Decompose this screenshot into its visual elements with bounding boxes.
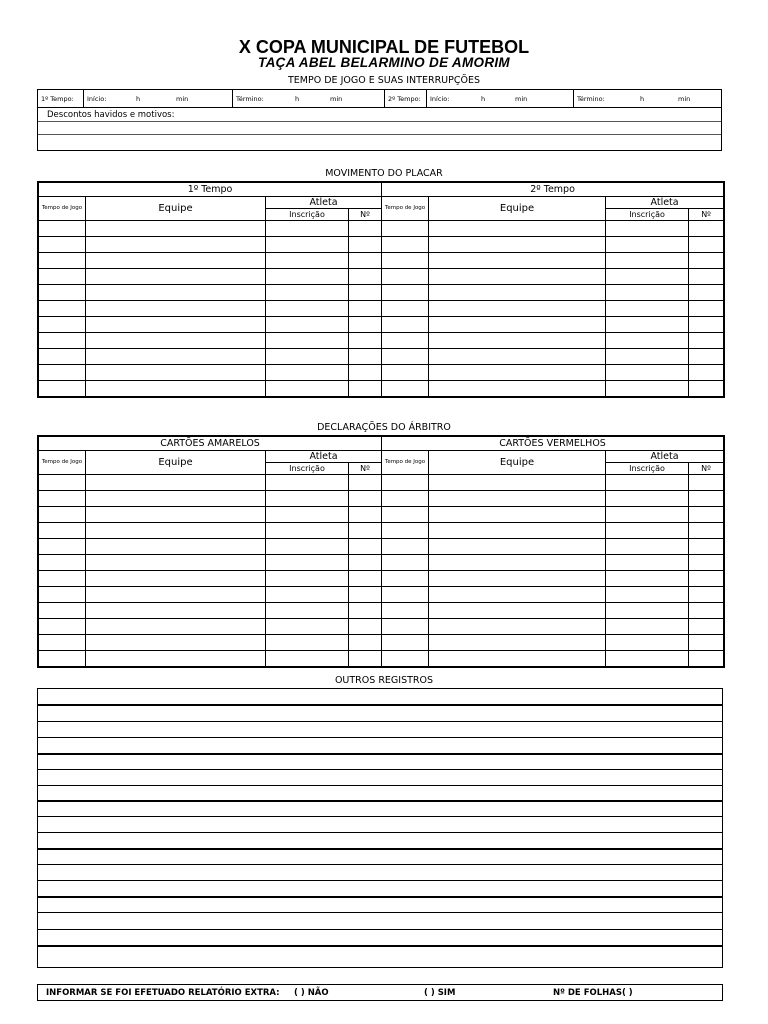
entry-cell[interactable]: [689, 651, 724, 667]
entry-cell[interactable]: [606, 555, 689, 571]
tempo-jogo-box: [37, 89, 722, 151]
table-row: [39, 221, 724, 237]
entry-cell[interactable]: [382, 301, 429, 317]
end-label: Término:: [577, 95, 605, 103]
entry-cell[interactable]: [429, 317, 606, 333]
entry-cell[interactable]: [349, 301, 382, 317]
first-half-end-field[interactable]: [233, 90, 385, 107]
entry-cell[interactable]: [86, 571, 266, 587]
col-equipe: Equipe: [86, 197, 266, 221]
entry-cell[interactable]: [429, 619, 606, 635]
entry-cell[interactable]: [689, 253, 724, 269]
ruled-line[interactable]: [38, 848, 722, 850]
entry-cell[interactable]: [689, 475, 724, 491]
hour-unit: h: [481, 95, 486, 103]
entry-cell[interactable]: [429, 365, 606, 381]
entry-cell[interactable]: [382, 237, 429, 253]
entry-cell[interactable]: [349, 237, 382, 253]
entry-cell[interactable]: [349, 285, 382, 301]
table-row: [39, 349, 724, 365]
first-half-label: 1º Tempo:: [38, 90, 84, 107]
entry-cell[interactable]: [266, 651, 349, 667]
entry-cell[interactable]: [382, 365, 429, 381]
entry-cell[interactable]: [86, 619, 266, 635]
col-equipe: Equipe: [429, 451, 606, 475]
entry-cell[interactable]: [382, 635, 429, 651]
table-row: [39, 237, 724, 253]
minute-unit: min: [515, 95, 528, 103]
entry-cell[interactable]: [266, 475, 349, 491]
footer-bar: [37, 984, 723, 1001]
entry-cell[interactable]: [39, 317, 86, 333]
entry-cell[interactable]: [429, 603, 606, 619]
entry-cell[interactable]: [39, 221, 86, 237]
entry-cell[interactable]: [349, 253, 382, 269]
ruled-line[interactable]: [38, 864, 722, 865]
entry-cell[interactable]: [86, 237, 266, 253]
entry-cell[interactable]: [689, 603, 724, 619]
arbitro-heading: DECLARAÇÕES DO ÁRBITRO: [317, 422, 451, 433]
table-row: [39, 587, 724, 603]
entry-cell[interactable]: [689, 269, 724, 285]
entry-cell[interactable]: [429, 269, 606, 285]
entry-cell[interactable]: [266, 237, 349, 253]
entry-cell[interactable]: [266, 317, 349, 333]
outros-heading: OUTROS REGISTROS: [334, 675, 434, 686]
entry-cell[interactable]: [382, 539, 429, 555]
table-row: [39, 635, 724, 651]
second-half-title: 2º Tempo: [382, 183, 724, 197]
entry-cell[interactable]: [429, 333, 606, 349]
entry-cell[interactable]: [349, 269, 382, 285]
relatorio-extra-label: INFORMAR SE FOI EFETUADO RELATÓRIO EXTRA:: [46, 988, 280, 998]
col-tempo-de-jogo: Tempo de Jogo: [382, 451, 429, 475]
entry-cell[interactable]: [606, 587, 689, 603]
entry-cell[interactable]: [349, 555, 382, 571]
entry-cell[interactable]: [429, 555, 606, 571]
form-subtitle: TAÇA ABEL BELARMINO DE AMORIM: [258, 55, 510, 70]
entry-cell[interactable]: [689, 221, 724, 237]
outros-registros-box: [37, 688, 723, 968]
ruled-line[interactable]: [38, 945, 722, 947]
entry-cell[interactable]: [382, 603, 429, 619]
entry-cell[interactable]: [689, 365, 724, 381]
entry-cell[interactable]: [39, 635, 86, 651]
first-half-start-field[interactable]: [84, 90, 233, 107]
entry-cell[interactable]: [39, 237, 86, 253]
descontos-label: Descontos havidos e motivos:: [47, 110, 175, 120]
entry-cell[interactable]: [429, 301, 606, 317]
entry-cell[interactable]: [86, 269, 266, 285]
entry-cell[interactable]: [382, 349, 429, 365]
table-row: [39, 269, 724, 285]
entry-cell[interactable]: [349, 333, 382, 349]
entry-cell[interactable]: [429, 237, 606, 253]
entry-cell[interactable]: [606, 523, 689, 539]
entry-cell[interactable]: [689, 491, 724, 507]
entry-cell[interactable]: [689, 555, 724, 571]
col-tempo-de-jogo: Tempo de Jogo: [39, 451, 86, 475]
hour-unit: h: [640, 95, 645, 103]
table-row: [39, 317, 724, 333]
entry-cell[interactable]: [349, 381, 382, 397]
entry-cell[interactable]: [689, 301, 724, 317]
entry-cell[interactable]: [382, 491, 429, 507]
entry-cell[interactable]: [266, 221, 349, 237]
entry-cell[interactable]: [266, 491, 349, 507]
entry-cell[interactable]: [606, 301, 689, 317]
entry-cell[interactable]: [266, 619, 349, 635]
entry-cell[interactable]: [429, 635, 606, 651]
entry-cell[interactable]: [689, 237, 724, 253]
entry-cell[interactable]: [382, 253, 429, 269]
entry-cell[interactable]: [86, 349, 266, 365]
entry-cell[interactable]: [349, 651, 382, 667]
placar-table: [38, 182, 724, 397]
ruled-line[interactable]: [38, 800, 722, 802]
yellow-cards-title: CARTÕES AMARELOS: [39, 437, 382, 451]
entry-cell[interactable]: [382, 475, 429, 491]
entry-cell[interactable]: [266, 349, 349, 365]
col-atleta: Atleta: [266, 451, 382, 463]
col-inscricao: Inscrição: [606, 209, 689, 221]
entry-cell[interactable]: [39, 349, 86, 365]
entry-cell[interactable]: [266, 571, 349, 587]
entry-cell[interactable]: [349, 619, 382, 635]
entry-cell[interactable]: [86, 333, 266, 349]
entry-cell[interactable]: [39, 539, 86, 555]
entry-cell[interactable]: [39, 285, 86, 301]
table-row: [39, 285, 724, 301]
entry-cell[interactable]: [39, 587, 86, 603]
entry-cell[interactable]: [382, 333, 429, 349]
entry-cell[interactable]: [39, 365, 86, 381]
entry-cell[interactable]: [429, 475, 606, 491]
entry-cell[interactable]: [429, 285, 606, 301]
ruled-line[interactable]: [38, 912, 722, 913]
col-numero: Nº: [689, 209, 724, 221]
entry-cell[interactable]: [86, 317, 266, 333]
entry-cell[interactable]: [606, 349, 689, 365]
col-numero: Nº: [689, 463, 724, 475]
entry-cell[interactable]: [689, 539, 724, 555]
entry-cell[interactable]: [382, 523, 429, 539]
ruled-line[interactable]: [38, 896, 722, 898]
form-title: X COPA MUNICIPAL DE FUTEBOL: [238, 37, 530, 57]
entry-cell[interactable]: [39, 651, 86, 667]
entry-cell[interactable]: [429, 221, 606, 237]
entry-cell[interactable]: [349, 587, 382, 603]
entry-cell[interactable]: [689, 285, 724, 301]
entry-cell[interactable]: [266, 539, 349, 555]
option-nao[interactable]: ( ) NÃO: [294, 988, 329, 998]
col-equipe: Equipe: [86, 451, 266, 475]
second-half-start-field[interactable]: [427, 90, 574, 107]
entry-cell[interactable]: [86, 253, 266, 269]
entry-cell[interactable]: [39, 333, 86, 349]
entry-cell[interactable]: [266, 555, 349, 571]
entry-cell[interactable]: [86, 381, 266, 397]
entry-cell[interactable]: [39, 523, 86, 539]
table-row: [39, 365, 724, 381]
table-row: [39, 253, 724, 269]
entry-cell[interactable]: [606, 237, 689, 253]
ruled-line[interactable]: [38, 880, 722, 881]
tempo-jogo-heading: TEMPO DE JOGO E SUAS INTERRUPÇÕES: [288, 75, 480, 86]
entry-cell[interactable]: [39, 555, 86, 571]
entry-cell[interactable]: [349, 475, 382, 491]
entry-cell[interactable]: [606, 571, 689, 587]
entry-cell[interactable]: [606, 507, 689, 523]
first-half-title: 1º Tempo: [39, 183, 382, 197]
entry-cell[interactable]: [606, 269, 689, 285]
entry-cell[interactable]: [86, 651, 266, 667]
entry-cell[interactable]: [606, 539, 689, 555]
entry-cell[interactable]: [606, 475, 689, 491]
table-row: [39, 475, 724, 491]
table-row: [39, 491, 724, 507]
col-equipe: Equipe: [429, 197, 606, 221]
ruled-line[interactable]: [38, 785, 722, 786]
entry-cell[interactable]: [382, 285, 429, 301]
entry-cell[interactable]: [86, 523, 266, 539]
entry-cell[interactable]: [266, 365, 349, 381]
entry-cell[interactable]: [349, 507, 382, 523]
option-sim[interactable]: ( ) SIM: [424, 988, 456, 998]
entry-cell[interactable]: [349, 349, 382, 365]
entry-cell[interactable]: [382, 507, 429, 523]
col-atleta: Atleta: [606, 451, 724, 463]
entry-cell[interactable]: [349, 317, 382, 333]
col-inscricao: Inscrição: [266, 209, 349, 221]
entry-cell[interactable]: [86, 555, 266, 571]
entry-cell[interactable]: [429, 381, 606, 397]
entry-cell[interactable]: [429, 507, 606, 523]
entry-cell[interactable]: [606, 285, 689, 301]
entry-cell[interactable]: [429, 587, 606, 603]
entry-cell[interactable]: [86, 539, 266, 555]
entry-cell[interactable]: [349, 635, 382, 651]
entry-cell[interactable]: [382, 269, 429, 285]
entry-cell[interactable]: [266, 507, 349, 523]
entry-cell[interactable]: [86, 221, 266, 237]
red-cards-title: CARTÕES VERMELHOS: [382, 437, 724, 451]
entry-cell[interactable]: [266, 253, 349, 269]
table-row: [39, 651, 724, 667]
descontos-line[interactable]: [38, 134, 721, 135]
table-row: [39, 539, 724, 555]
minute-unit: min: [330, 95, 343, 103]
minute-unit: min: [176, 95, 189, 103]
minute-unit: min: [678, 95, 691, 103]
entry-cell[interactable]: [266, 603, 349, 619]
table-row: [39, 381, 724, 397]
table-row: [39, 619, 724, 635]
entry-cell[interactable]: [606, 221, 689, 237]
hour-unit: h: [136, 95, 141, 103]
entry-cell[interactable]: [39, 507, 86, 523]
entry-cell[interactable]: [39, 301, 86, 317]
entry-cell[interactable]: [39, 619, 86, 635]
entry-cell[interactable]: [382, 571, 429, 587]
entry-cell[interactable]: [606, 381, 689, 397]
entry-cell[interactable]: [689, 635, 724, 651]
entry-cell[interactable]: [266, 587, 349, 603]
entry-cell[interactable]: [689, 349, 724, 365]
entry-cell[interactable]: [606, 333, 689, 349]
entry-cell[interactable]: [382, 651, 429, 667]
ruled-line[interactable]: [38, 721, 722, 722]
entry-cell[interactable]: [382, 221, 429, 237]
entry-cell[interactable]: [689, 317, 724, 333]
hour-unit: h: [295, 95, 300, 103]
table-row: [39, 555, 724, 571]
table-row: [39, 333, 724, 349]
entry-cell[interactable]: [266, 381, 349, 397]
second-half-end-field[interactable]: [574, 90, 721, 107]
entry-cell[interactable]: [689, 381, 724, 397]
entry-cell[interactable]: [266, 333, 349, 349]
entry-cell[interactable]: [429, 523, 606, 539]
entry-cell[interactable]: [349, 491, 382, 507]
start-label: Início:: [87, 95, 107, 103]
col-inscricao: Inscrição: [266, 463, 349, 475]
entry-cell[interactable]: [349, 571, 382, 587]
ruled-line[interactable]: [38, 929, 722, 930]
entry-cell[interactable]: [606, 317, 689, 333]
ruled-line[interactable]: [38, 737, 722, 738]
entry-cell[interactable]: [689, 587, 724, 603]
col-atleta: Atleta: [606, 197, 724, 209]
entry-cell[interactable]: [86, 365, 266, 381]
col-atleta: Atleta: [266, 197, 382, 209]
entry-cell[interactable]: [689, 523, 724, 539]
entry-cell[interactable]: [266, 285, 349, 301]
entry-cell[interactable]: [606, 365, 689, 381]
entry-cell[interactable]: [382, 587, 429, 603]
entry-cell[interactable]: [429, 491, 606, 507]
end-label: Término:: [236, 95, 264, 103]
entry-cell[interactable]: [689, 619, 724, 635]
entry-cell[interactable]: [86, 301, 266, 317]
col-numero: Nº: [349, 463, 382, 475]
ruled-line[interactable]: [38, 816, 722, 817]
entry-cell[interactable]: [429, 571, 606, 587]
ruled-line[interactable]: [38, 769, 722, 770]
entry-cell[interactable]: [429, 651, 606, 667]
entry-cell[interactable]: [39, 491, 86, 507]
entry-cell[interactable]: [349, 221, 382, 237]
col-tempo-de-jogo: Tempo de Jogo: [39, 197, 86, 221]
table-row: [39, 507, 724, 523]
start-label: Início:: [430, 95, 450, 103]
table-row: [39, 571, 724, 587]
col-numero: Nº: [349, 209, 382, 221]
entry-cell[interactable]: [429, 253, 606, 269]
second-half-label: 2º Tempo:: [385, 90, 427, 107]
entry-cell[interactable]: [349, 365, 382, 381]
entry-cell[interactable]: [606, 635, 689, 651]
entry-cell[interactable]: [39, 475, 86, 491]
entry-cell[interactable]: [86, 603, 266, 619]
table-row: [39, 523, 724, 539]
entry-cell[interactable]: [39, 603, 86, 619]
entry-cell[interactable]: [382, 619, 429, 635]
ruled-line[interactable]: [38, 704, 722, 706]
entry-cell[interactable]: [689, 333, 724, 349]
entry-cell[interactable]: [606, 619, 689, 635]
entry-cell[interactable]: [349, 539, 382, 555]
entry-cell[interactable]: [606, 253, 689, 269]
entry-cell[interactable]: [349, 603, 382, 619]
entry-cell[interactable]: [382, 317, 429, 333]
entry-cell[interactable]: [39, 269, 86, 285]
entry-cell[interactable]: [39, 571, 86, 587]
entry-cell[interactable]: [86, 475, 266, 491]
entry-cell[interactable]: [606, 603, 689, 619]
entry-cell[interactable]: [382, 555, 429, 571]
entry-cell[interactable]: [382, 381, 429, 397]
tempo-jogo-row: [38, 90, 721, 108]
entry-cell[interactable]: [606, 651, 689, 667]
entry-cell[interactable]: [86, 285, 266, 301]
entry-cell[interactable]: [689, 571, 724, 587]
descontos-line[interactable]: [38, 121, 721, 122]
entry-cell[interactable]: [266, 301, 349, 317]
numero-de-folhas[interactable]: Nº DE FOLHAS( ): [553, 988, 633, 998]
entry-cell[interactable]: [39, 381, 86, 397]
table-row: [39, 301, 724, 317]
entry-cell[interactable]: [266, 269, 349, 285]
cartoes-table: [38, 436, 724, 667]
entry-cell[interactable]: [266, 523, 349, 539]
entry-cell[interactable]: [86, 635, 266, 651]
table-row: [39, 603, 724, 619]
entry-cell[interactable]: [429, 349, 606, 365]
entry-cell[interactable]: [86, 491, 266, 507]
entry-cell[interactable]: [86, 507, 266, 523]
entry-cell[interactable]: [39, 253, 86, 269]
entry-cell[interactable]: [689, 507, 724, 523]
ruled-line[interactable]: [38, 832, 722, 833]
col-tempo-de-jogo: Tempo de Jogo: [382, 197, 429, 221]
entry-cell[interactable]: [86, 587, 266, 603]
entry-cell[interactable]: [606, 491, 689, 507]
entry-cell[interactable]: [349, 523, 382, 539]
ruled-line[interactable]: [38, 753, 722, 755]
placar-heading: MOVIMENTO DO PLACAR: [325, 168, 443, 179]
entry-cell[interactable]: [429, 539, 606, 555]
col-inscricao: Inscrição: [606, 463, 689, 475]
entry-cell[interactable]: [266, 635, 349, 651]
